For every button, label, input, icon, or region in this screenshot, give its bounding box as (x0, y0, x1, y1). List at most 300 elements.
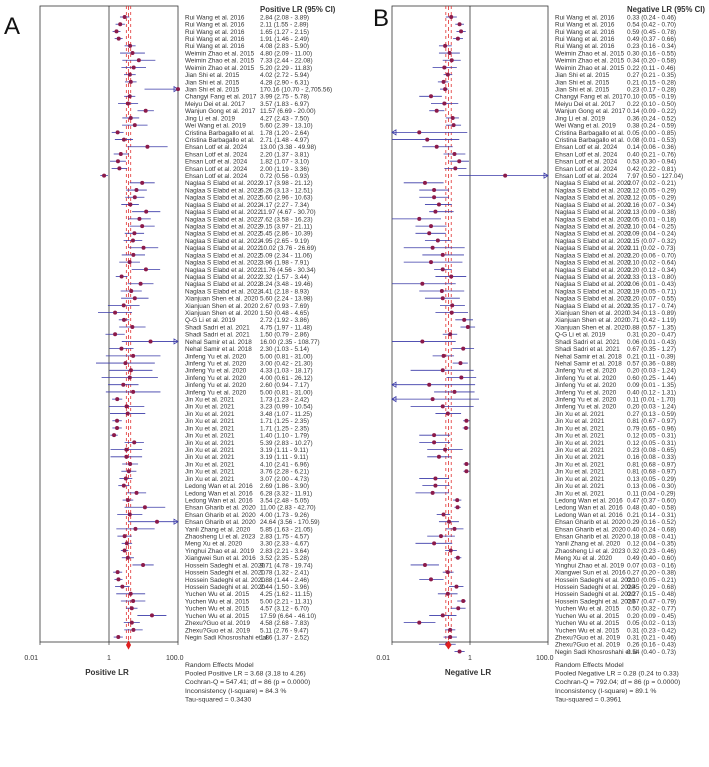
study-estimate-text: 0.21 (0.11 - 0.39) (627, 353, 676, 361)
study-label: Ledong Wan et al. 2016 (555, 511, 623, 519)
study-estimate-text: 0.20 (0.07 - 0.55) (627, 295, 677, 303)
point-estimate (442, 80, 446, 84)
study-label: Xianjuan Shen et al. 2020 (555, 317, 629, 325)
study-label: Xianjuan Shen et al. 2020 (555, 310, 629, 318)
summary-line: Inconsistency (I-square) = 89.1 % (555, 687, 657, 695)
point-estimate (144, 109, 148, 113)
study-label: Jin Xu et al. 2021 (185, 425, 235, 433)
point-estimate (119, 347, 123, 351)
point-estimate (457, 159, 461, 163)
point-estimate (176, 87, 180, 91)
study-label: Ledong Wan et al. 2016 (185, 497, 253, 505)
point-estimate (458, 361, 462, 365)
study-label: Jinfeng Yu et al. 2020 (185, 353, 247, 361)
point-estimate (122, 318, 126, 322)
study-label: Jin Xu et al. 2021 (185, 396, 235, 404)
point-estimate (116, 635, 120, 639)
study-estimate-text: 0.07 (0.03 - 0.16) (627, 562, 677, 570)
study-label: Jin Xu et al. 2021 (555, 454, 605, 462)
study-label: Jin Xu et al. 2021 (555, 468, 605, 476)
study-label: Hossein Sadeghi et al. 2020 (555, 598, 635, 606)
study-estimate-text: 0.72 (0.56 - 0.93) (260, 173, 310, 181)
study-estimate-text: 0.09 (0.04 - 0.24) (627, 230, 677, 238)
study-label: Zhexu?Guo et al. 2019 (185, 620, 251, 628)
point-estimate (437, 455, 441, 459)
study-estimate-text: 0.57 (0.36 - 0.88) (627, 360, 677, 368)
study-estimate-text: 11.57 (6.69 - 20.00) (260, 108, 316, 116)
point-estimate (117, 166, 121, 170)
study-estimate-text: 0.10 (0.02 - 0.64) (627, 259, 677, 267)
point-estimate (123, 534, 127, 538)
study-label: Naglaa S Elabd et al. 2022 (555, 266, 632, 274)
study-label: Zhaosheng Li et al. 2023 (185, 533, 256, 541)
point-estimate (461, 599, 465, 603)
study-label: Ehsan Gharib et al. 2020 (185, 504, 256, 512)
point-estimate (448, 635, 452, 639)
point-estimate (427, 231, 431, 235)
study-label: Meng Xu et al. 2020 (555, 555, 613, 563)
study-label: Naglaa S Elabd et al. 2022 (555, 194, 632, 202)
study-estimate-text: 6.28 (3.32 - 11.91) (260, 490, 313, 498)
study-estimate-text: 0.09 (0.01 - 1.35) (627, 382, 677, 390)
study-estimate-text: 0.45 (0.29 - 0.68) (627, 583, 677, 591)
study-label: Jin Xu et al. 2021 (185, 468, 235, 476)
study-estimate-text: 0.22 (0.10 - 0.50) (627, 100, 677, 108)
point-estimate (429, 224, 433, 228)
study-label: Rui Wang et al. 2016 (185, 43, 245, 51)
point-estimate (131, 390, 135, 394)
study-label: Jin Xu et al. 2021 (185, 461, 235, 469)
study-label: Ehsan Lotf et al. 2024 (555, 144, 618, 152)
study-estimate-text: 2.32 (1.57 - 3.44) (260, 273, 310, 281)
study-label: Jin Xu et al. 2021 (555, 410, 605, 418)
study-label: Ehsan Gharib et al. 2020 (185, 519, 256, 527)
study-estimate-text: 0.71 (0.42 - 1.19) (627, 317, 677, 325)
study-estimate-text: 4.75 (1.97 - 11.48) (260, 324, 313, 332)
study-estimate-text: 3.30 (2.33 - 4.67) (260, 540, 310, 548)
study-estimate-text: 0.10 (0.05 - 0.21) (627, 576, 677, 584)
point-estimate (144, 267, 148, 271)
point-estimate (131, 628, 135, 632)
study-estimate-text: 4.10 (2.41 - 6.96) (260, 461, 310, 469)
study-estimate-text: 4.25 (1.62 - 11.15) (260, 591, 313, 599)
study-label: Jin Xu et al. 2021 (555, 447, 605, 454)
study-label: Jin Xu et al. 2021 (555, 425, 605, 433)
point-estimate (102, 174, 106, 178)
point-estimate (448, 628, 452, 632)
point-estimate (143, 505, 147, 509)
point-estimate (131, 239, 135, 243)
point-estimate (144, 210, 148, 214)
point-estimate (122, 484, 126, 488)
point-estimate (433, 210, 437, 214)
point-estimate (132, 65, 136, 69)
study-label: Hossein Sadeghi et al. 2020 (185, 562, 265, 570)
point-estimate (441, 404, 445, 408)
study-estimate-text: 0.20 (0.03 - 1.24) (627, 403, 677, 411)
study-estimate-text: 7.97 (0.50 - 127.04) (627, 173, 684, 181)
study-label: Weimin Zhao et al. 2015 (185, 57, 255, 65)
study-estimate-text: 3.76 (2.28 - 6.21) (260, 468, 310, 476)
point-estimate (433, 484, 437, 488)
study-label: Jinfeng Yu et al. 2020 (555, 367, 617, 375)
study-label: Naglaa S Elabd et al. 2022 (185, 245, 262, 253)
point-estimate (503, 174, 507, 178)
study-label: Jin Xu et al. 2021 (555, 461, 605, 469)
study-label: Negin Sadi Khosroshahi et al. (555, 648, 640, 656)
study-label: Weimin Zhao et al. 2015 (185, 64, 255, 72)
point-estimate (432, 440, 436, 444)
study-estimate-text: 0.33 (0.24 - 0.46) (627, 14, 677, 22)
point-estimate (131, 599, 135, 603)
point-estimate (124, 448, 128, 452)
point-estimate (116, 577, 120, 581)
study-label: Ehsan Lotf et al. 2024 (185, 144, 248, 152)
point-estimate (442, 102, 446, 106)
point-estimate (115, 29, 119, 33)
study-estimate-text: 0.23 (0.08 - 0.65) (627, 447, 677, 454)
study-estimate-text: 3.19 (1.11 - 9.11) (260, 447, 309, 454)
point-estimate (122, 138, 126, 142)
study-label: Nehal Samir et al. 2018 (555, 360, 622, 368)
study-estimate-text: 0.40 (0.12 - 1.31) (627, 389, 677, 397)
study-label: Jin Xu et al. 2021 (185, 410, 235, 418)
study-estimate-text: 0.27 (0.13 - 0.59) (627, 410, 677, 418)
point-estimate (124, 476, 128, 480)
point-estimate (420, 282, 424, 286)
study-estimate-text: 2.71 (1.48 - 4.97) (260, 136, 310, 144)
point-estimate (155, 520, 159, 524)
forest-panel-a (4, 5, 336, 703)
study-label: Xiangwei Sun et al. 2016 (185, 555, 256, 563)
study-estimate-text: 3.00 (0.42 - 21.30) (260, 360, 313, 368)
point-estimate (449, 275, 453, 279)
study-label: Yinghui Zhao et al. 2019 (185, 547, 255, 555)
study-estimate-text: 0.05 (0.01 - 0.18) (627, 216, 677, 224)
study-estimate-text: 0.88 (0.57 - 1.35) (627, 324, 677, 332)
study-estimate-text: 1.88 (1.44 - 2.46) (260, 576, 310, 584)
study-estimate-text: 6.26 (3.13 - 12.51) (260, 187, 313, 195)
study-label: Zhaosheng Li et al. 2023 (555, 547, 626, 555)
study-estimate-text: 4.28 (2.90 - 6.31) (260, 79, 310, 87)
point-estimate (432, 541, 436, 545)
point-estimate (451, 116, 455, 120)
axis-tick-label: 0.01 (376, 655, 390, 662)
study-estimate-text: 5.60 (2.96 - 10.63) (260, 194, 313, 202)
study-label: Rui Wang et al. 2016 (185, 28, 245, 36)
study-label: Weimin Zhao et al. 2015 (555, 64, 625, 72)
study-label: Jinfeng Yu et al. 2020 (555, 396, 617, 404)
study-label: Shadi Sadri et al. 2021 (185, 324, 250, 332)
study-label: Jinfeng Yu et al. 2020 (185, 389, 247, 397)
study-label: Zhexu?Guo et al. 2019 (555, 641, 621, 649)
study-label: Ehsan Lotf et al. 2024 (185, 158, 248, 166)
study-estimate-text: 0.59 (0.45 - 0.78) (627, 28, 677, 36)
point-estimate (133, 296, 137, 300)
study-estimate-text: 4.95 (2.65 - 9.19) (260, 237, 310, 245)
point-estimate (120, 275, 124, 279)
study-label: Jin Xu et al. 2021 (185, 403, 235, 411)
study-label: Meng Xu et al. 2020 (185, 540, 243, 548)
study-label: Wei Wang et al. 2019 (555, 122, 616, 130)
point-estimate (446, 592, 450, 596)
point-estimate (440, 289, 444, 293)
study-estimate-text: 0.48 (0.40 - 0.58) (627, 504, 677, 512)
point-estimate (458, 22, 462, 26)
point-estimate (417, 217, 421, 221)
study-estimate-text: 5.00 (0.81 - 31.00) (260, 353, 313, 361)
study-estimate-text: 7.62 (3.58 - 16.23) (260, 216, 313, 224)
study-label: Yuchen Wu et al. 2015 (185, 605, 250, 613)
point-estimate (122, 303, 126, 307)
point-estimate (458, 649, 462, 653)
study-label: Ledong Wan et al. 2016 (555, 497, 623, 505)
point-estimate (431, 491, 435, 495)
point-estimate (423, 563, 427, 567)
point-estimate (420, 339, 424, 343)
point-estimate (131, 253, 135, 257)
study-label: Ehsan Gharib et al. 2020 (555, 533, 626, 541)
study-estimate-text: 5.11 (2.76 - 9.47) (260, 627, 309, 635)
study-label: Ehsan Lotf et al. 2024 (185, 165, 248, 173)
study-estimate-text: 3.19 (1.11 - 9.11) (260, 454, 309, 462)
column-header: Positive LR (95% CI) (260, 5, 336, 14)
point-estimate (441, 296, 445, 300)
study-estimate-text: 10.02 (3.76 - 26.69) (260, 245, 317, 253)
study-estimate-text: 0.11 (0.04 - 0.29) (627, 490, 676, 498)
study-label: Yuchen Wu et al. 2015 (185, 612, 250, 620)
study-estimate-text: 0.07 (0.02 - 0.21) (627, 180, 677, 188)
study-label: Nehal Samir et al. 2018 (555, 353, 622, 361)
study-estimate-text: 0.81 (0.67 - 0.97) (627, 418, 677, 426)
point-estimate (456, 606, 460, 610)
study-label: Naglaa S Elabd et al. 2022 (185, 194, 262, 202)
study-estimate-text: 2.67 (0.93 - 7.69) (260, 302, 310, 310)
study-label: Rui Wang et al. 2016 (185, 21, 245, 29)
study-label: Changyi Fang et al. 2017 (555, 93, 627, 101)
study-estimate-text: 0.50 (0.32 - 0.77) (627, 605, 677, 613)
study-estimate-text: 4.58 (2.68 - 7.83) (260, 620, 310, 628)
study-estimate-text: 0.38 (0.24 - 0.59) (627, 122, 677, 130)
study-estimate-text: 0.36 (0.24 - 0.52) (627, 115, 677, 123)
study-estimate-text: 1.71 (1.25 - 2.35) (260, 418, 310, 426)
point-estimate (456, 556, 460, 560)
point-estimate (447, 520, 451, 524)
study-estimate-text: 0.12 (0.04 - 0.35) (627, 540, 677, 548)
study-label: Jinfeng Yu et al. 2020 (185, 374, 247, 382)
study-label: Jin Xu et al. 2021 (185, 432, 235, 440)
study-label: Shadi Sadri et al. 2021 (185, 331, 250, 339)
point-estimate (130, 606, 134, 610)
point-estimate (462, 318, 466, 322)
study-label: Naglaa S Elabd et al. 2022 (555, 209, 632, 217)
study-estimate-text: 2.20 (1.37 - 3.81) (260, 151, 310, 159)
study-label: Xianjuan Shen et al. 2020 (185, 310, 259, 318)
column-header: Negative LR (95% CI) (627, 5, 705, 14)
study-label: Wanjun Gong et al. 2017 (185, 108, 256, 116)
study-label: Jin Xu et al. 2021 (555, 483, 605, 491)
study-label: Xianjuan Shen et al. 2020 (185, 302, 259, 310)
study-estimate-text: 2.00 (1.19 - 3.36) (260, 165, 310, 173)
study-estimate-text: 4.00 (1.73 - 9.26) (260, 511, 310, 519)
study-label: Yuchen Wu et al. 2015 (555, 612, 620, 620)
study-estimate-text: 0.67 (0.35 - 1.27) (627, 346, 677, 354)
axis-label: Positive LR (85, 668, 129, 677)
study-estimate-text: 0.60 (0.25 - 1.44) (627, 374, 677, 382)
study-estimate-text: 7.33 (2.44 - 22.08) (260, 57, 313, 65)
study-label: Naglaa S Elabd et al. 2022 (555, 245, 632, 253)
study-estimate-text: 0.12 (0.05 - 0.29) (627, 194, 677, 202)
point-estimate (431, 246, 435, 250)
point-estimate (455, 498, 459, 502)
study-label: Cristina Barbagallo et al. (555, 136, 625, 144)
study-estimate-text: 0.19 (0.05 - 0.71) (627, 288, 677, 296)
study-label: Naglaa S Elabd et al. 2022 (185, 288, 262, 296)
point-estimate (132, 231, 136, 235)
study-estimate-text: 0.11 (0.02 - 0.73) (627, 245, 676, 253)
summary-line: Random Effects Model (185, 662, 254, 669)
study-label: Naglaa S Elabd et al. 2022 (185, 273, 262, 281)
study-label: Jin Xu et al. 2021 (555, 418, 605, 426)
study-estimate-text: 0.13 (0.05 - 0.29) (627, 475, 677, 483)
study-estimate-text: 1.65 (1.27 - 2.15) (260, 28, 310, 36)
study-estimate-text: 9.17 (3.98 - 21.12) (260, 180, 313, 188)
study-label: Hossein Sadeghi et al. 2020 (185, 569, 265, 577)
study-estimate-text: 5.60 (2.24 - 13.98) (260, 295, 313, 303)
point-estimate (130, 621, 134, 625)
study-label: Rui Wang et al. 2016 (185, 36, 245, 44)
study-estimate-text: 0.27 (0.21 - 0.35) (627, 72, 677, 80)
point-estimate (129, 592, 133, 596)
point-estimate (117, 37, 121, 41)
study-estimate-text: 4.57 (3.12 - 6.70) (260, 605, 310, 613)
study-estimate-text: 0.54 (0.40 - 0.73) (627, 648, 677, 656)
study-label: Jing Li et al. 2019 (185, 115, 236, 123)
point-estimate (129, 289, 133, 293)
study-estimate-text: 4.33 (1.03 - 18.17) (260, 367, 313, 375)
point-estimate (435, 109, 439, 113)
study-estimate-text: 0.21 (0.15 - 0.28) (627, 79, 677, 87)
point-estimate (456, 37, 460, 41)
study-estimate-text: 0.27 (0.20 - 0.38) (627, 569, 677, 577)
study-label: Yuchen Wu et al. 2015 (185, 598, 250, 606)
study-estimate-text: 2.30 (1.03 - 5.14) (260, 346, 310, 354)
study-label: Hossein Sadeghi et al. 2020 (185, 576, 265, 584)
point-estimate (442, 512, 446, 516)
study-label: Hossein Sadeghi et al. 2020 (185, 583, 265, 591)
axis-tick-label: 100.0 (536, 655, 554, 662)
study-label: Naglaa S Elabd et al. 2022 (185, 201, 262, 209)
study-label: Jin Xu et al. 2021 (555, 439, 605, 447)
point-estimate (118, 22, 122, 26)
study-estimate-text: 0.81 (0.68 - 0.97) (627, 468, 677, 476)
study-label: Naglaa S Elabd et al. 2022 (555, 237, 632, 245)
point-estimate (442, 354, 446, 358)
point-estimate (133, 527, 137, 531)
point-estimate (454, 585, 458, 589)
study-label: Naglaa S Elabd et al. 2022 (185, 266, 262, 274)
point-estimate (134, 188, 138, 192)
study-estimate-text: 2.83 (2.21 - 3.64) (260, 547, 310, 555)
study-estimate-text: 4.41 (2.18 - 8.93) (260, 288, 310, 296)
study-label: Naglaa S Elabd et al. 2022 (555, 216, 632, 224)
point-estimate (425, 138, 429, 142)
study-estimate-text: 13.00 (3.38 - 49.98) (260, 144, 317, 152)
study-estimate-text: 11.97 (4.67 - 30.70) (260, 209, 316, 217)
study-estimate-text: 0.10 (0.04 - 0.25) (627, 223, 677, 231)
study-label: Xianjuan Shen et al. 2020 (185, 295, 259, 303)
study-label: Jin Xu et al. 2021 (185, 454, 235, 462)
study-estimate-text: 3.57 (1.83 - 6.97) (260, 100, 310, 108)
study-estimate-text: 2.44 (1.50 - 3.96) (260, 583, 310, 591)
study-estimate-text: 0.12 (0.05 - 0.29) (627, 187, 677, 195)
point-estimate (432, 433, 436, 437)
study-estimate-text: 3.23 (0.99 - 10.54) (260, 403, 313, 411)
point-estimate (123, 15, 127, 19)
study-label: Changyi Fang et al. 2017 (185, 93, 257, 101)
point-estimate (456, 505, 460, 509)
study-estimate-text: 9.15 (3.97 - 21.11) (260, 223, 313, 231)
point-estimate (453, 166, 457, 170)
study-estimate-text: 0.42 (0.22 - 0.81) (627, 165, 677, 173)
study-label: Ehsan Lotf et al. 2024 (555, 158, 618, 166)
axis-tick-label: 1 (107, 655, 111, 662)
study-label: Zhexu?Guo et al. 2019 (185, 627, 251, 635)
study-label: Naglaa S Elabd et al. 2022 (185, 187, 262, 195)
study-estimate-text: 4.27 (2.43 - 7.50) (260, 115, 310, 123)
study-label: Jinfeng Yu et al. 2020 (555, 403, 617, 411)
study-label: Jinfeng Yu et al. 2020 (555, 389, 617, 397)
point-estimate (123, 361, 127, 365)
study-label: Naglaa S Elabd et al. 2022 (555, 302, 632, 310)
study-estimate-text: 0.79 (0.65 - 0.96) (627, 425, 677, 433)
study-estimate-text: 0.49 (0.37 - 0.66) (627, 36, 677, 44)
study-label: Jin Xu et al. 2021 (185, 418, 235, 426)
point-estimate (441, 253, 445, 257)
study-label: Rui Wang et al. 2016 (185, 14, 245, 22)
study-estimate-text: 0.34 (0.13 - 0.89) (627, 310, 677, 318)
study-label: Naglaa S Elabd et al. 2022 (555, 252, 632, 260)
study-label: Rui Wang et al. 2016 (555, 21, 615, 29)
point-estimate (452, 123, 456, 127)
point-estimate (115, 426, 119, 430)
study-estimate-text: 1.50 (0.48 - 4.65) (260, 310, 310, 318)
study-label: Jing Li et al. 2019 (555, 115, 606, 123)
point-estimate (120, 585, 124, 589)
study-estimate-text: 24.64 (3.56 - 170.59) (260, 519, 320, 527)
point-estimate (459, 376, 463, 380)
study-estimate-text: 0.27 (0.15 - 0.48) (627, 591, 677, 599)
point-estimate (126, 556, 130, 560)
point-estimate (441, 368, 445, 372)
study-estimate-text: 11.00 (2.83 - 42.70) (260, 504, 316, 512)
point-estimate (128, 260, 132, 264)
point-estimate (450, 303, 454, 307)
study-label: Weimin Zhao et al. 2015 (555, 57, 625, 65)
study-label: Ehsan Gharib et al. 2020 (555, 526, 626, 534)
study-estimate-text: 3.52 (2.35 - 5.28) (260, 555, 310, 563)
point-estimate (435, 145, 439, 149)
study-label: Yanli Zhang et al. 2020 (185, 526, 251, 534)
point-estimate (448, 51, 452, 55)
study-estimate-text: 2.11 (1.55 - 2.89) (260, 21, 309, 29)
study-estimate-text: 0.23 (0.16 - 0.34) (627, 43, 677, 51)
study-estimate-text: 4.17 (2.27 - 7.34) (260, 201, 310, 209)
study-estimate-text: 0.12 (0.05 - 0.31) (627, 432, 677, 440)
study-label: Yuchen Wu et al. 2015 (185, 591, 250, 599)
study-label: Xianjuan Shen et al. 2020 (555, 324, 629, 332)
study-estimate-text: 0.12 (0.05 - 0.31) (627, 439, 677, 447)
